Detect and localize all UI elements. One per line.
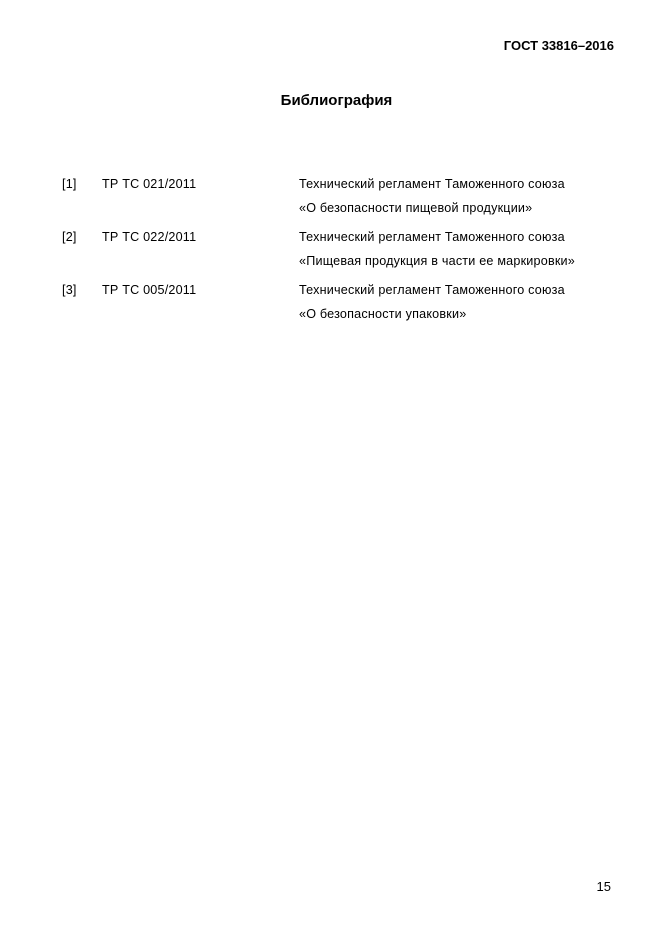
bibliography-list — [62, 172, 622, 331]
entry-number: [3] — [62, 283, 77, 297]
entry-number: [2] — [62, 230, 77, 244]
entry-number: [1] — [62, 177, 77, 191]
entry-reference: ТР ТС 022/2011 — [102, 230, 197, 244]
page-number: 15 — [596, 879, 611, 894]
entry-description — [299, 172, 565, 220]
entry-description-line: «О безопасности упаковки» — [299, 307, 467, 321]
entry-reference: ТР ТС 005/2011 — [102, 283, 197, 297]
entry-description-line: «О безопасности пищевой продукции» — [299, 201, 533, 215]
entry-description — [299, 225, 575, 273]
entry-description-line: «Пищевая продукция в части ее маркировки» — [299, 254, 575, 268]
document-code: ГОСТ 33816–2016 — [503, 38, 614, 53]
entry-description — [299, 278, 565, 326]
entry-description-line: Технический регламент Таможенного союза — [299, 283, 565, 297]
bibliography-entry — [62, 278, 622, 331]
section-title: Библиография — [280, 92, 393, 109]
entry-description-line: Технический регламент Таможенного союза — [299, 177, 565, 191]
bibliography-entry — [62, 172, 622, 225]
entry-description-line: Технический регламент Таможенного союза — [299, 230, 565, 244]
bibliography-entry — [62, 225, 622, 278]
entry-reference: ТР ТС 021/2011 — [102, 177, 197, 191]
